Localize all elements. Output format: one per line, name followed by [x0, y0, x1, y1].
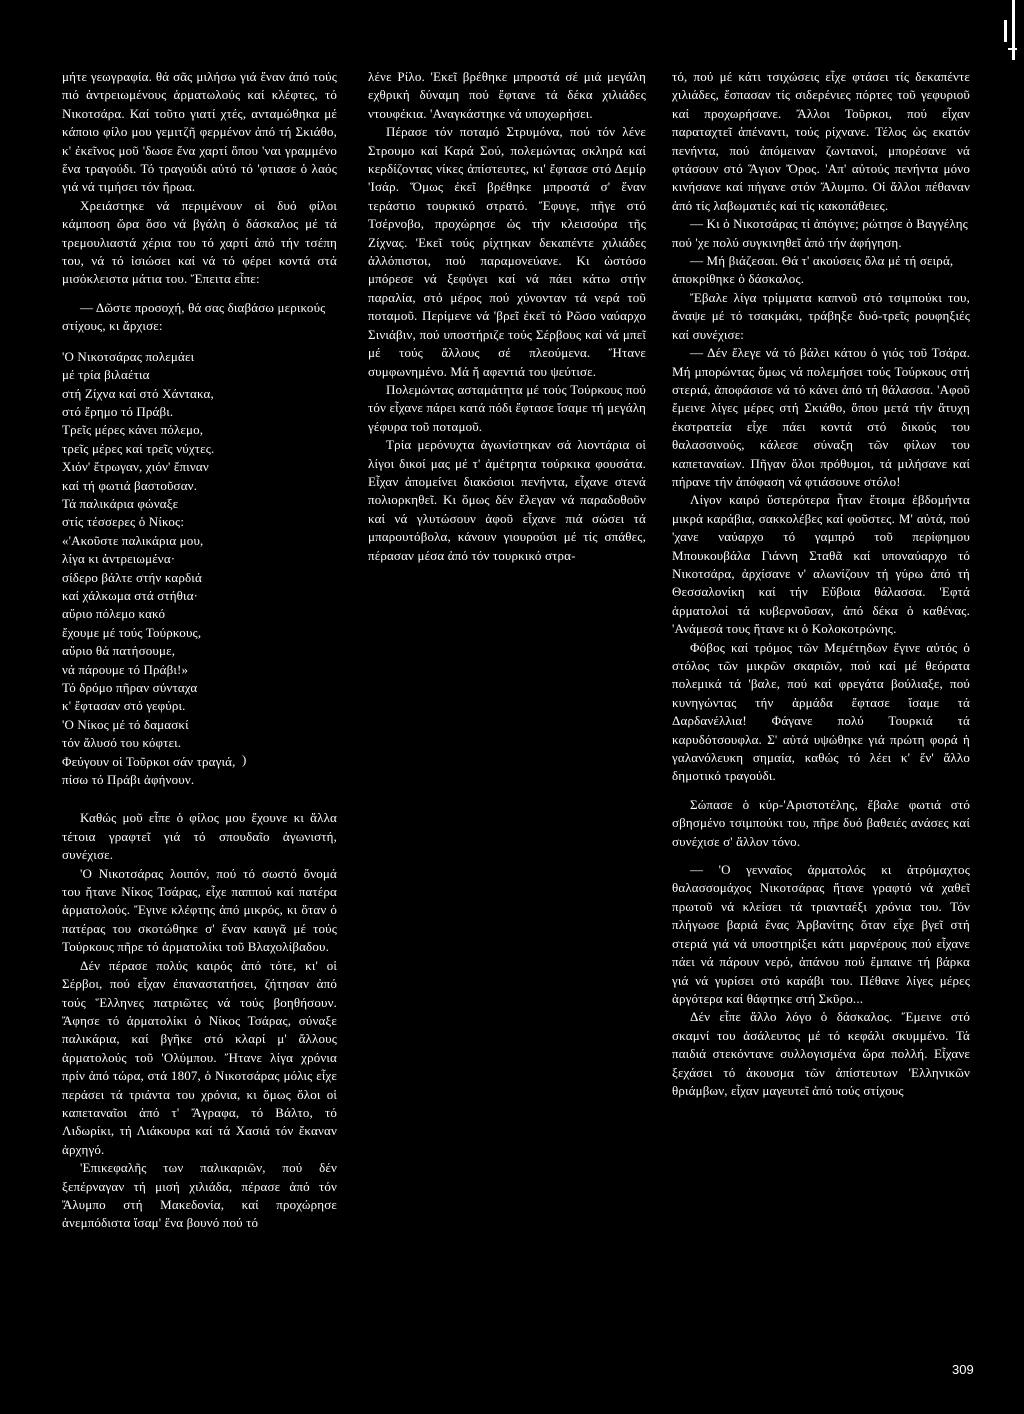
verse-line: τρεῖς μέρες καί τρεῖς νύχτες. [62, 440, 215, 456]
paragraph: Φόβος καί τρόμος τῶν Μεμέτηδων ἔγινε αὐτός ὁ στόλος τῶν μικρῶν σκαριῶν, πού καί μέ θεόρατα πολεμικά τά 'βαλε, πού καί φρεγάτα βούλιαξε, πού κυνηγώντας τήν ἀρμάδα ἔφτασε ἴσαμε τά Δαρδανέλλια! Φάγανε πολύ Τουρκιά τά καρυδότσουφλα. Σ' αὐτά υψώθηκε γιά πρώτη φορά ἡ γαλανόλευκη σημαία, καθώς τό λέει κ' ἕν' ἄλλο δημοτικό τραγούδι. [672, 639, 970, 784]
verse-line: κ' ἔφτασαν στό γεφύρι. [62, 698, 186, 714]
verse-line: αὔριο θά πατήσουμε, [62, 643, 176, 659]
column-middle [368, 68, 646, 565]
paragraph: λένε Ρίλο. 'Εκεῖ βρέθηκε μπροστά σέ μιά μεγάλη εχθρική δύναμη πού ἔφτανε τά δέκα χιλιάδες ντουφέκια. 'Αναγκάστηκε νά υποχωρήσει. [368, 69, 646, 121]
verse-line: 'Ο Νίκος μέ τό δαμασκί [62, 716, 189, 732]
verse-line: ἔχουμε μέ τούς Τούρκους, [62, 624, 202, 640]
verse-line: τόν ἄλυσό του κόφτει. [62, 735, 182, 751]
pencil-mark: ) [242, 752, 247, 767]
paragraph: Δέν εἶπε ἄλλο λόγο ὁ δάσκαλος. Ἔμεινε στό σκαμνί του ἀσάλευτος μέ τό κεφάλι σκυμμένο. Τά παιδιά στεκόντανε συλλογισμένα ὥρα πολλή. Εἶχανε ξεχάσει τό ἀκουσμα τῶν ἀπίστευτων 'Ελληνικῶν θριάμβων, εἶχαν μαγευτεῖ ἀπό τούς στίχους [672, 1009, 970, 1098]
paragraph: Δέν πέρασε πολύς καιρός ἀπό τότε, κι' οἱ Σέρβοι, πού εἶχαν ἐπαναστατήσει, ζήτησαν ἀπό τούς Ἕλληνες πατριῶτες νά τούς βοηθήσουν. Ἄφησε τό ἁρματολίκι ὁ Νίκος Τσάρας, σύναξε παλικάρια, καί βγῆκε στό κλαρί μ' ἄλλους ἁρματολούς τοῦ 'Ολύμπου. Ἤτανε λίγα χρόνια πρίν ἀπό τώρα, στά 1807, ὁ Νικοτσάρας μόλις εἶχε περάσει τά τριάντα του χρόνια, κι ὅμως ὅλοι οἱ καπεταναῖοι ἀπό τ' Ἄγραφα, τό Βάλτο, τό Λιδωρίκι, τή Λιάκουρα καί τά Χασιά τόν ἔκαναν ἀρχηγό. [62, 957, 337, 1157]
verse-line: στίς τέσσερες ὁ Νίκος: [62, 514, 185, 530]
dialogue-line: — Κι ὁ Νικοτσάρας τί ἀπόγινε; ρώτησε ὁ Βαγγέλης πού 'χε πολύ συγκινηθεῖ ἀπό τήν ἀφήγηση. [672, 216, 968, 250]
dialogue-line: — Δέν ἔλεγε νά τό βάλει κάτου ὁ γιός τοῦ Τσάρα. Μή μπορώντας ὅμως νά πολεμήσει τούς Τούρκους στή στεριά, ἀποφάσισε νά τό κάνει ἀπό τή θάλασσα. 'Αφοῦ ἔμεινε λίγες μέρες στή Σκιάθο, ὅπου μετά τήν ἄτυχη ἐκστρατεία εἶχε πάει κοντά στό δικούς του θαλασσινούς, κάλεσε σύναξη τῶν φίλων του καπεταναίων. Πῆγαν ὅλοι πρόθυμοι, τά μιλήσανε καί πήρανε τήν ἀπόφαση νά φτιάσουνε στόλο! [672, 345, 970, 489]
paragraph: μήτε γεωγραφία. θά σᾶς μιλήσω γιά ἕναν ἀπό τούς πιό ἀντρειωμένους ἁρματωλούς καί κλέφτες, τό Νικοτσάρα. Καί τοῦτο γιατί χτές, ανταμώθηκα μέ κάποιο φίλο μου γεμιτζῆ φερμένον ἀπό τή Σκιάθο, κ' ἐκεῖνος μοῦ 'δωσε ἕνα χαρτί ὅπου 'ναι γραμμένο ἕνα τραγούδι. Τό τραγούδι αὐτό τό 'φτιασε ὁ λαός γιά νά τιμήσει τόν ἥρωα. [62, 69, 337, 195]
verse-line: 'Ο Νικοτσάρας πολεμάει [62, 348, 195, 364]
verse-line: Φεύγουν οἱ Τοῦρκοι σάν τραγιά, [62, 753, 236, 769]
verse-line: Τρεῖς μέρες κάνει πόλεμο, [62, 422, 204, 438]
verse-line: στή Ζίχνα καί στό Χάντακα, [62, 385, 214, 401]
paragraph: Καθώς μοῦ εἶπε ὁ φίλος μου ἔχουνε κι ἄλλα τέτοια γραφτεῖ γιά τό σπουδαῖο ἀγωνιστή, συνέχισε. [62, 810, 337, 863]
paragraph: Ἔβαλε λίγα τρίμματα καπνοῦ στό τσιμπούκι του, ἄναψε μέ τό τσακμάκι, τράβηξε δυό-τρεῖς ρουφηξιές καί συνέχισε: [672, 289, 970, 342]
verse-line: Τά παλικάρια φώναξε [62, 495, 179, 511]
paragraph: Πέρασε τόν ποταμό Στρυμόνα, πού τόν λένε Στρουμο καί Καρά Σού, πολεμώντας σκληρά καί κερδίζοντας νίκες ἀπίστευτες, κι' ἔφτασε στό Δεμίρ 'Ισάρ. Ὅμως ἐκεῖ βρέθηκε μπροστά σ' ἕναν τεράστιο τουρκικό στρατό. Ἔφυγε, πῆγε στό Τσέρνοβο, προχώρησε ὡς τήν κλεισούρα τῆς Ζίχνας. 'Εκεῖ τούς ρίχτηκαν δεκαπέντε χιλιάδες ἀλλόπιστοι, πού παραμονεύανε. Κι ὡστόσο μπόρεσε νά ξεφύγει καί νά πάει κάτω στήν παραλία, στό μέρος πού χύνονταν τά νερά τοῦ ποταμοῦ. Περίμενε νά 'βρεῖ ἐκεῖ τό Ρῶσο ναύαρχο Σινιάβιν, πού υποστήριζε τούς Σέρβους καί νά μπεῖ μέ τούς ἄλλους σέ πλεούμενα. Ἤτανε συμφωνημένο. Μά ἤ αφεντιά του ψεύτισε. [368, 124, 646, 379]
verse-line: Τό δρόμο πῆραν σύνταχα [62, 680, 198, 695]
verse-line: καί χάλκωμα στά στήθια· [62, 587, 199, 603]
paragraph: τό, πού μέ κάτι τσιχώσεις εἶχε φτάσει τίς δεκαπέντε χιλιάδες, ἔσπασαν τίς σιδερένιες πόρτες τοῦ γεφυριοῦ καί προχωρήσανε. Ἄλλοι Τοῦρκοι, πού εἶχαν παραταχτεῖ ἀπέναντι, τούς ρίχνανε. Τέλος ὡς εκατόν πενήντα, πού ἀπόμειναν ζωντανοί, μπορέσανε νά φτάσουν στό Ἅγιον Ὄρος. 'Απ' αὐτούς πενήντα μόνο κινήσανε καί πήγανε στόν Ἄλυμπο. Οἱ ἄλλοι πέθαναν ἀπό τίς λαβωματιές καί τίς κακοπάθειες. [672, 69, 970, 213]
column-right [672, 68, 970, 1100]
dialogue-line: — 'Ο γενναῖος ἁρματολός κι ἀτρόμαχτος θαλασσομάχος Νικοτσάρας ἤτανε γραφτό νά χαθεῖ πρωτοῦ νά κλείσει τά τριανταέξι χρόνια του. Τόν πλήγωσε βαριά ἕνας Ἀρβανίτης ὅταν εἶχε βγεῖ στή στεριά γιά νά υποστηρίξει κάτι μαρνέρους πού εἶχανε πάει νά πάρουν νερό, ἀπάνου πού ἔμπαινε τή βάρκα γιά νά γυρίσει στό καράβι του. Πέθανε λίγες μέρες ἀργότερα καί θάφτηκε στή Σκῦρο... [672, 862, 970, 1006]
paragraph: 'Ο Νικοτσάρας λοιπόν, πού τό σωστό ὄνομά του ἤτανε Νίκος Τσάρας, εἶχε παππού καί πατέρα ἁρματολούς. Ἔγινε κλέφτης ἀπό μικρός, κι ὅταν ὁ πατέρας του σκοτώθηκε σ' ἕναν καυγᾶ μέ τούς Τούρκους πῆρε τό ἁρματολίκι τοῦ Βλαχολίβαδου. [62, 865, 337, 955]
paragraph: Λίγον καιρό ὕστερότερα ἦταν ἕτοιμα ἑβδομήντα μικρά καράβια, σακκολέβες καί φοῦστες. Μ' αὐτά, πού 'χανε ναύαρχο τό γαμπρό τοῦ περίφημου Μπουκουβάλα Γιάννη Σταθᾶ καί υποναύαρχο τό Νικοτσάρα, ἀρχίσανε ν' αλωνίζουν τή γύρω ἀπό τή Θεσσαλονίκη καί τήν Εὔβοια θάλασσα. 'Εφτά ἁρματολοί τά κυβερνοῦσαν, ἀπό δέκα ὁ καθένας. 'Ανάμεσά τους ἤτανε κι ὁ Κολοκοτρώνης. [672, 492, 970, 637]
verse-line: αὔριο πόλεμο κακό [62, 606, 166, 622]
column-left [62, 68, 337, 1233]
verse-line: λίγα κι ἀντρειωμένα· [62, 551, 176, 567]
verse-line: πίσω τό Πράβι ἀφήνουν. [62, 772, 195, 788]
paragraph: Τρία μερόνυχτα ἀγωνίστηκαν σά λιοντάρια οἱ λίγοι δικοί μας μέ τ' ἀμέτρητα τούρκικα φουσάτα. Εἶχαν ἀπομείνει διακόσιοι πενήντα, εἶχανε στενά πολιορκηθεῖ. Κι ὅμως δέν ἔλεγαν νά παραδοθοῦν καί νά γλυτώσουν ἀφοῦ εἶχανε πιά σώσει τά μπαρουτόβολα, κάνουν γιουρούσι μέ τίς σπάθες, πέρασαν μέσα ἀπό τόν τουρκικό στρα- [368, 437, 646, 563]
scan-edge-marks [1004, 0, 1018, 60]
paragraph: 'Επικεφαλῆς των παλικαριῶν, πού δέν ξεπέρναγαν τή μισή χιλιάδα, πέρασε ἀπό τόν Ἄλυμπο στή Μακεδονία, καί προχώρησε ἀνεμπόδιστα ἴσαμ' ἕνα βουνό πού τό [62, 1160, 337, 1231]
paragraph: Πολεμώντας ασταμάτητα μέ τούς Τούρκους πού τόν εἶχανε πάρει κατά πόδι ἔφτασε ἴσαμε τή μεγάλη γέφυρα τοῦ ποταμοῦ. [368, 381, 646, 434]
verse-line: στό ἔρημο τό Πράβι. [62, 403, 174, 419]
verse-line: καί τή φωτιά βαστοῦσαν. [62, 477, 198, 493]
verse-line: νά πάρουμε τό Πράβι!» [62, 661, 189, 677]
verse-line: «'Ακοῦστε παλικάρια μου, [62, 532, 204, 548]
verse-line: σίδερο βάλτε στήν καρδιά [62, 569, 202, 585]
folk-song-verse [62, 348, 337, 790]
dialogue-line: — Μή βιάζεσαι. Θά τ' ακούσεις ὅλα μέ τή σειρά, ἀποκρίθηκε ὁ δάσκαλος. [672, 253, 954, 287]
paragraph: Σώπασε ὁ κύρ-'Αριστοτέλης, ἔβαλε φωτιά στό σβησμένο τσιμπούκι του, πῆρε δυό βαθειές ανάσες καί συνέχισε σ' ἄλλον τόνο. [672, 796, 970, 849]
verse-line: Χιόν' ἔτρωγαν, χιόν' ἔπιναν [62, 459, 209, 475]
page-number: 309 [952, 1362, 974, 1377]
verse-line: μέ τρία βιλαέτια [62, 367, 150, 383]
paragraph: Χρειάστηκε νά περιμένουν οἱ δυό φίλοι κάμποση ὥρα ὅσο νά βγάλη ὁ δάσκαλος μέ τά τρεμουλιαστά χέρια του τό χαρτί ἀπό τήν τσέπη του, νά τό ἰσιώσει καί νά τό φέρει κοντά στά μισόκλειστα μάτια του. Ἔπειτα εἶπε: [62, 197, 337, 287]
dialogue-line: — Δῶστε προσοχή, θά σας διαβάσω μερικούς στίχους, κι ἄρχισε: [62, 299, 326, 334]
